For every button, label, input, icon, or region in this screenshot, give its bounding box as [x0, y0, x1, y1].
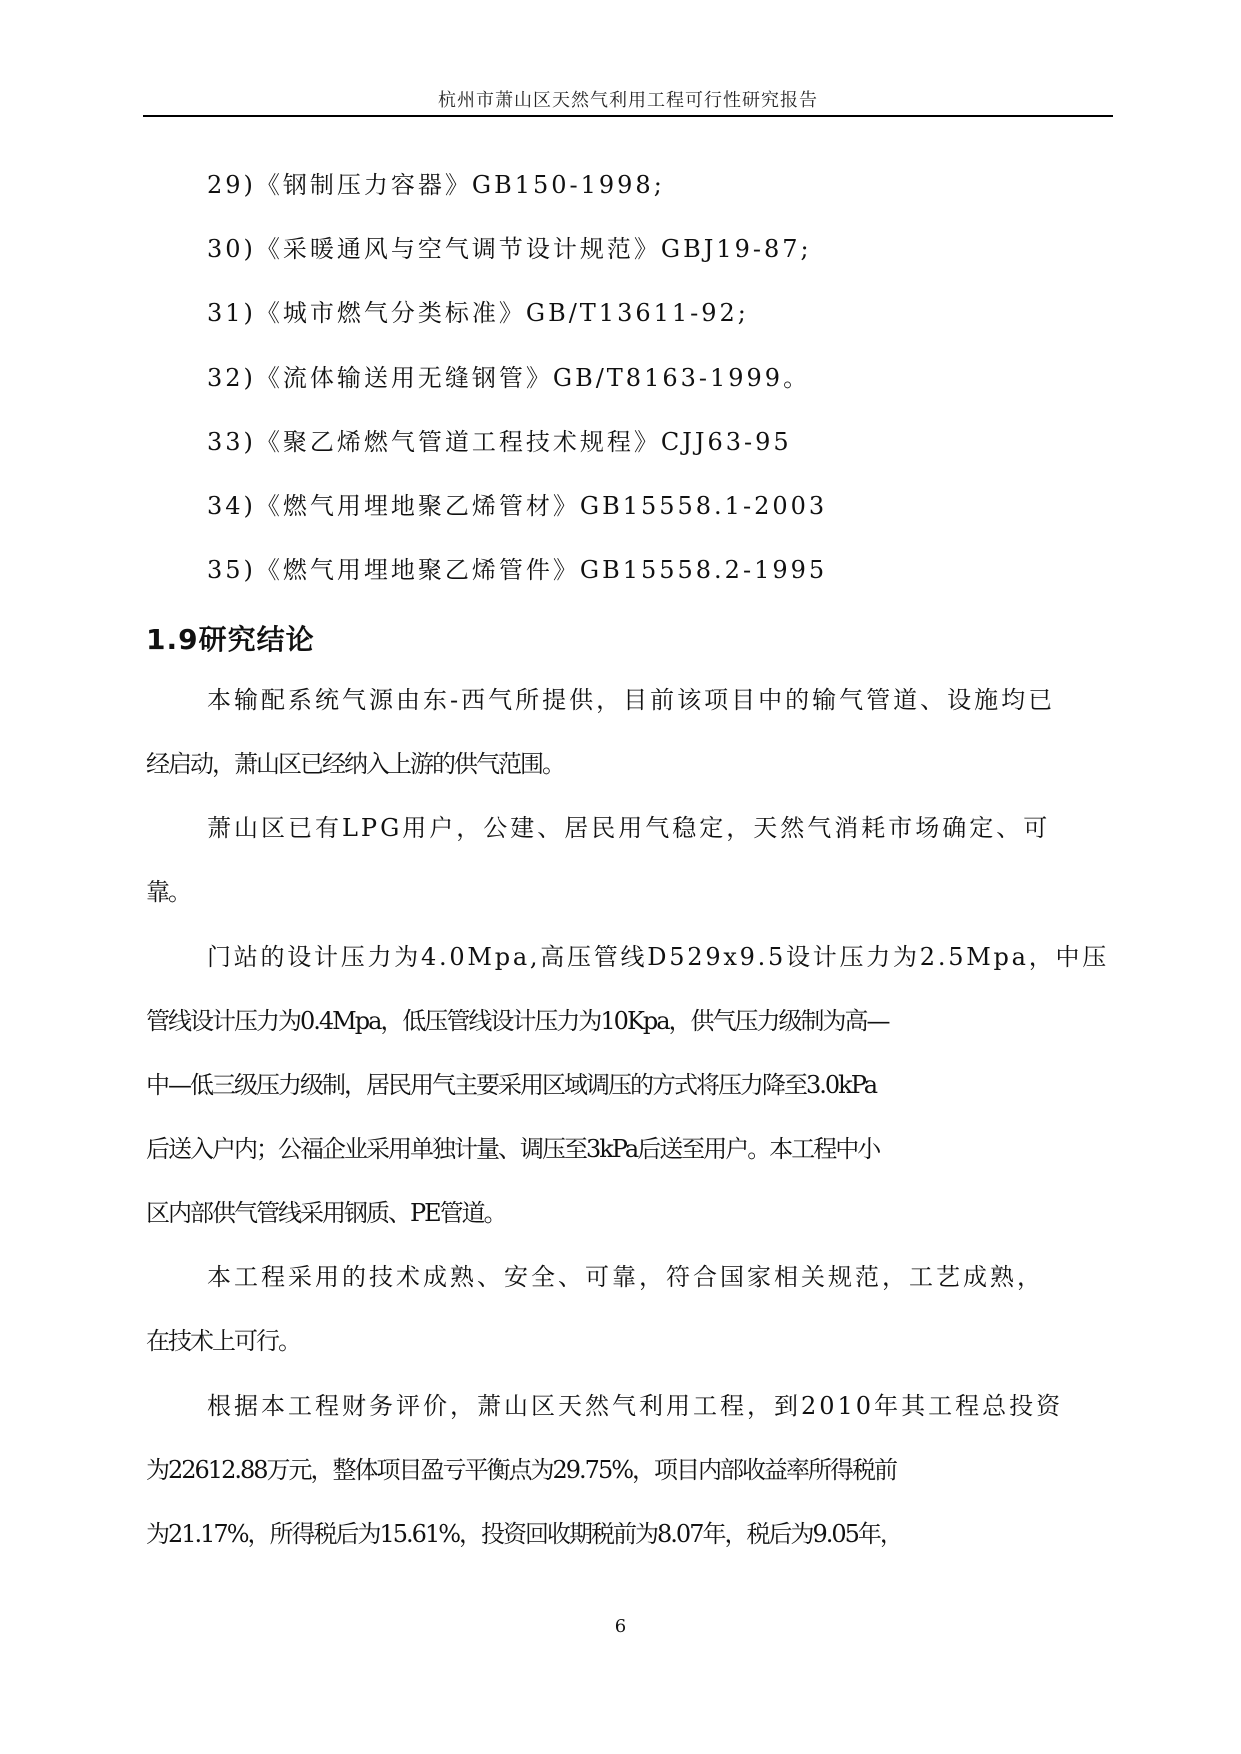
reference-item: 33)《聚乙烯燃气管道工程技术规程》CJJ63-95 — [207, 428, 792, 456]
paragraph-line: 本工程采用的技术成熟、安全、可靠，符合国家相关规范，工艺成熟， — [207, 1263, 1044, 1291]
page-header-title: 杭州市萧山区天然气利用工程可行性研究报告 — [438, 90, 818, 111]
reference-item: 31)《城市燃气分类标准》GB/T13611-92; — [207, 299, 749, 327]
reference-item: 32)《流体输送用无缝钢管》GB/T8163-1999。 — [207, 364, 811, 392]
reference-item: 35)《燃气用埋地聚乙烯管件》GB15558.2-1995 — [207, 556, 828, 584]
header-divider — [143, 115, 1113, 117]
section-heading: 1.9研究结论 — [146, 623, 315, 656]
paragraph-line: 区内部供气管线采用钢质、PE管道。 — [146, 1199, 506, 1227]
paragraph-line: 根据本工程财务评价，萧山区天然气利用工程，到2010年其工程总投资 — [207, 1392, 1064, 1420]
paragraph-line: 经启动，萧山区已经纳入上游的供气范围。 — [146, 750, 564, 778]
paragraph-line: 萧山区已有LPG用户，公建、居民用气稳定，天然气消耗市场确定、可 — [207, 814, 1051, 842]
page-number: 6 — [614, 1616, 627, 1637]
paragraph-line: 靠。 — [146, 878, 190, 906]
reference-item: 30)《采暖通风与空气调节设计规范》GBJ19-87; — [207, 235, 812, 263]
paragraph-line: 为22612.88万元，整体项目盈亏平衡点为29.75%，项目内部收益率所得税前 — [146, 1456, 897, 1484]
paragraph-line: 门站的设计压力为4.0Mpa,高压管线D529x9.5设计压力为2.5Mpa，中压 — [207, 943, 1109, 971]
paragraph-line: 管线设计压力为0.4Mpa，低压管线设计压力为10Kpa，供气压力级制为高— — [146, 1007, 889, 1035]
reference-item: 29)《钢制压力容器》GB150-1998; — [207, 171, 665, 199]
paragraph-line: 在技术上可行。 — [146, 1327, 300, 1355]
paragraph-line: 本输配系统气源由东-西气所提供，目前该项目中的输气管道、设施均已 — [207, 686, 1056, 714]
reference-item: 34)《燃气用埋地聚乙烯管材》GB15558.1-2003 — [207, 492, 828, 520]
paragraph-line: 为21.17%，所得税后为15.61%，投资回收期税前为8.07年，税后为9.05年， — [146, 1520, 902, 1548]
paragraph-line: 中—低三级压力级制，居民用气主要采用区域调压的方式将压力降至3.0kPa — [146, 1071, 877, 1099]
paragraph-line: 后送入户内；公福企业采用单独计量、调压至3kPa后送至用户。本工程中小 — [146, 1135, 880, 1163]
